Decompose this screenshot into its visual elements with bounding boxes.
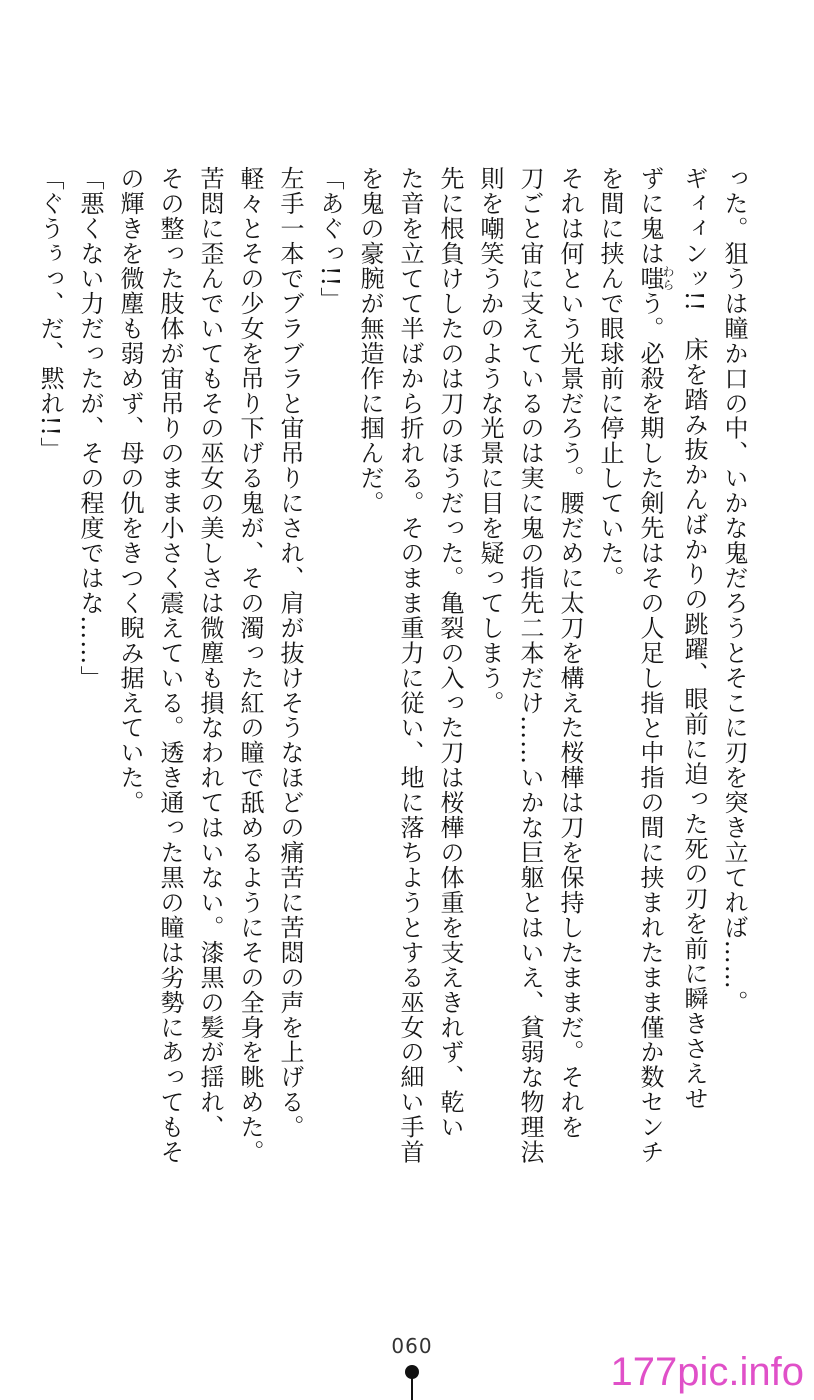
dialogue-line: 「ぐうぅっ、だ、黙れ!!」 (36, 166, 64, 462)
text-line: 軽々とその少女を吊り下げる鬼が、その濁った紅の瞳で舐めるようにその全身を眺めた。 (236, 166, 264, 1165)
text-line: 先に根負けしたのは刀のほうだった。亀裂の入った刀は桜樺の体重を支えきれず、乾い (436, 166, 464, 1140)
text-line: その整った肢体が宙吊りのまま小さく震えている。透き通った黒の瞳は劣勢にあってもそ (156, 166, 184, 1165)
vertical-text-body (30, 166, 754, 1166)
page-marker-line (411, 1376, 413, 1400)
watermark: 177pic.info (610, 1350, 804, 1394)
text-line: 苦悶に歪んでいてもその巫女の美しさは微塵も損なわれてはいない。漆黒の髪が揺れ、 (196, 166, 224, 1140)
text-line: を鬼の豪腕が無造作に掴んだ。 (356, 166, 384, 516)
text-line: 則を嘲笑うかのような光景に目を疑ってしまう。 (476, 166, 504, 716)
text-line: ずに鬼は嗤わらう。必殺を期した剣先はその人足し指と中指の間に挟まれたまま僅か数センチ (636, 166, 675, 1165)
dialogue-line: 「悪くない力だったが、その程度ではな……」 (76, 166, 104, 691)
text-line: った。狙うは瞳か口の中、いかな鬼だろうとそこに刃を突き立てれば……。 (720, 166, 748, 1015)
text-line: それは何という光景だろう。腰だめに太刀を構えた桜樺は刀を保持したままだ。それを (556, 166, 584, 1140)
ruby-annotation: 嗤わら (636, 265, 675, 292)
text-line: 刀ごと宙に支えているのは実に鬼の指先二本だけ……いかな巨躯とはいえ、貧弱な物理法 (516, 166, 544, 1165)
text-line: の輝きを微塵も弱めず、母の仇をきつく睨み据えていた。 (116, 166, 144, 815)
dialogue-line: 「あぐっ!!」 (316, 166, 344, 313)
page-number: 060 (391, 1334, 433, 1358)
text-line: 左手一本でブラブラと宙吊りにされ、肩が抜けそうなほどの痛苦に苦悶の声を上げる。 (276, 166, 304, 1140)
text-line: た音を立てて半ばから折れる。そのまま重力に従い、地に落ちようとする巫女の細い手首 (396, 166, 424, 1165)
text-line: を間に挟んで眼球前に停止していた。 (596, 166, 624, 591)
text-line: ギィィンッ!! 床を踏み抜かんばかりの跳躍、眼前に迫った死の刃を前に瞬きさえせ (680, 166, 708, 1111)
